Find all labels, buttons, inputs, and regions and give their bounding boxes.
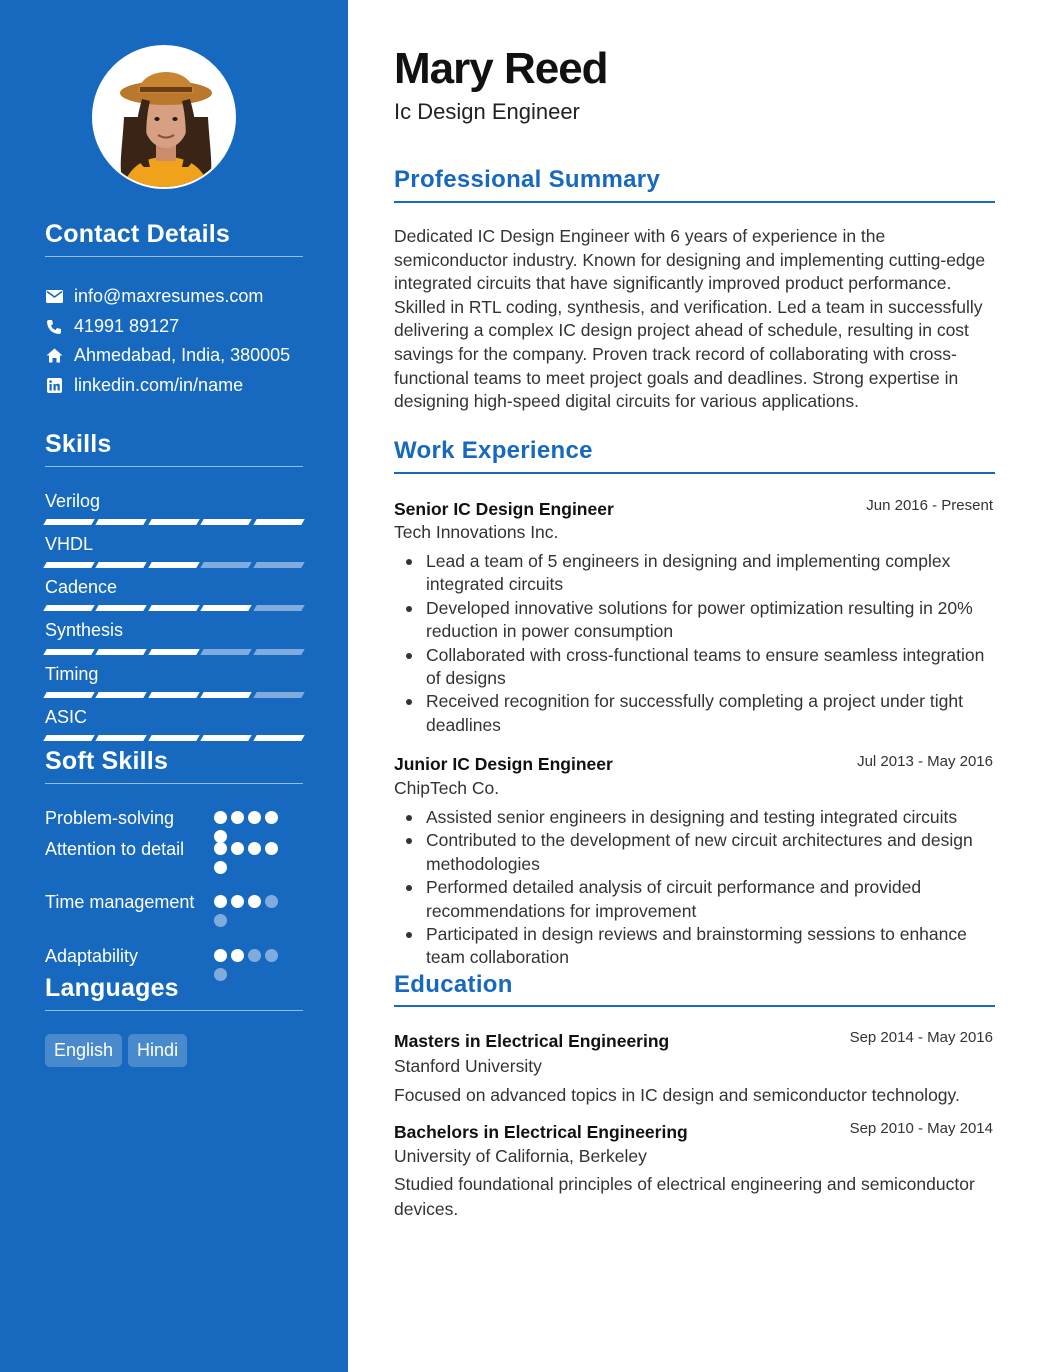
contact-email[interactable] [45, 286, 263, 307]
summary-heading: Professional Summary [394, 166, 661, 193]
skill-bar [45, 562, 303, 568]
job-bullet: Collaborated with cross-functional teams to ensure seamless integration of designs [426, 644, 996, 691]
skill-name: Synthesis [45, 620, 124, 640]
experience-divider [394, 472, 995, 474]
edu-school: Stanford University [394, 1056, 542, 1076]
job-bullets [426, 806, 996, 970]
skill-level-segment [253, 735, 305, 741]
edu-description: Studied foundational principles of electrical engineering and semiconductor devices. [394, 1174, 975, 1219]
soft-skill-dot [265, 949, 278, 962]
skill-level-segment [200, 605, 252, 611]
skills-heading: Skills [45, 430, 112, 458]
skill-level-segment [253, 649, 305, 655]
skill-level-segment [200, 735, 252, 741]
job-role: Senior IC Design Engineer [394, 499, 614, 519]
job-bullets [426, 550, 996, 737]
contact-phone[interactable] [45, 316, 179, 337]
soft-skill-name: Attention to detail [45, 839, 185, 859]
skill-bar [45, 735, 303, 741]
skill-level-segment [96, 692, 148, 698]
language-tags [45, 1034, 187, 1067]
skill-level-segment [253, 562, 305, 568]
job-bullet: Lead a team of 5 engineers in designing and implementing complex integrated circuits [426, 550, 996, 597]
soft-skill-dot [248, 895, 261, 908]
skill-level-segment [253, 519, 305, 525]
job-dates: Jun 2016 - Present [866, 497, 993, 514]
skill-level-segment [148, 649, 200, 655]
education-heading: Education [394, 971, 513, 998]
soft-skill-dot [214, 842, 227, 855]
education-divider [394, 1005, 995, 1007]
soft-skill-dot [248, 811, 261, 824]
edu-school: University of California, Berkeley [394, 1146, 647, 1166]
soft-skill-dot [265, 895, 278, 908]
job-bullet: Assisted senior engineers in designing and testing integrated circuits [426, 806, 996, 829]
soft-skill-dot [214, 895, 227, 908]
soft-skill-dots [214, 949, 292, 981]
skill-bar [45, 519, 303, 525]
soft-skill-name: Adaptability [45, 946, 139, 966]
skill-level-segment [253, 692, 305, 698]
contact-email-text: info@maxresumes.com [74, 286, 264, 306]
avatar [92, 45, 236, 189]
skill-level-segment [43, 605, 95, 611]
language-tag: English [45, 1034, 122, 1067]
experience-heading: Work Experience [394, 437, 593, 464]
job-bullet: Developed innovative solutions for power optimization resulting in 20% reduction in power consumption [426, 597, 996, 644]
skill-name: ASIC [45, 707, 88, 727]
contact-address-text: Ahmedabad, India, 380005 [74, 345, 291, 365]
soft-skill-dot [248, 842, 261, 855]
envelope-icon [45, 288, 63, 306]
soft-skill-dot [214, 914, 227, 927]
skill-name: Cadence [45, 577, 118, 597]
languages-heading: Languages [45, 974, 179, 1002]
soft-skill-dot [231, 811, 244, 824]
skill-level-segment [148, 605, 200, 611]
language-tag: Hindi [128, 1034, 187, 1067]
soft-skill-dot [231, 895, 244, 908]
job-dates: Jul 2013 - May 2016 [857, 753, 993, 770]
skill-bar [45, 605, 303, 611]
skill-level-segment [148, 735, 200, 741]
job-bullet: Received recognition for successfully completing a project under tight deadlines [426, 690, 996, 737]
skill-level-segment [200, 562, 252, 568]
soft-skill-dot [214, 949, 227, 962]
skill-level-segment [43, 649, 95, 655]
soft-skill-dots [214, 842, 292, 874]
phone-icon [45, 318, 63, 336]
skill-name: Verilog [45, 491, 101, 511]
person-name: Mary Reed [394, 44, 608, 93]
job-bullet: Participated in design reviews and brainstorming sessions to enhance team collaboration [426, 923, 996, 970]
skill-level-segment [96, 649, 148, 655]
edu-dates: Sep 2010 - May 2014 [849, 1120, 993, 1137]
skill-level-segment [96, 735, 148, 741]
soft-skill-dot [214, 811, 227, 824]
skill-level-segment [200, 519, 252, 525]
home-icon [45, 347, 63, 365]
job-bullet: Performed detailed analysis of circuit performance and provided recommendations for improvement [426, 876, 996, 923]
contact-heading: Contact Details [45, 220, 230, 248]
soft-skills-heading: Soft Skills [45, 747, 169, 775]
summary-text: Dedicated IC Design Engineer with 6 years of experience in the semiconductor industry. Known for designing and implementing cutting-edge integrated circuits that have significantly improved product performance. Skilled in RTL coding, synthesis, and verification. Led a team in successfully delivering a complex IC design project ahead of schedule, resulting in cost savings for the company. Proven track record of collaborating with cross-functional teams to meet project goals and deadlines. Strong expertise in designing high-speed digital circuits for various applications. [394, 226, 986, 412]
skill-level-segment [43, 692, 95, 698]
skill-level-segment [200, 692, 252, 698]
edu-description: Focused on advanced topics in IC design and semiconductor technology. [394, 1085, 960, 1105]
skill-bar [45, 649, 303, 655]
skill-level-segment [96, 605, 148, 611]
contact-phone-text: 41991 89127 [74, 316, 180, 336]
job-role: Junior IC Design Engineer [394, 754, 613, 774]
soft-skill-dot [265, 811, 278, 824]
linkedin-icon [45, 377, 63, 395]
skill-name: Timing [45, 664, 99, 684]
soft-skill-dots [214, 895, 292, 927]
skill-level-segment [43, 562, 95, 568]
contact-linkedin-text: linkedin.com/in/name [74, 375, 244, 395]
edu-degree: Bachelors in Electrical Engineering [394, 1122, 688, 1142]
contact-divider [45, 256, 303, 257]
skill-level-segment [148, 519, 200, 525]
skill-level-segment [43, 519, 95, 525]
edu-dates: Sep 2014 - May 2016 [849, 1029, 993, 1046]
languages-divider [45, 1010, 303, 1011]
soft-skill-name: Time management [45, 892, 195, 912]
sidebar [0, 0, 348, 1372]
person-title: Ic Design Engineer [394, 99, 580, 124]
skill-bar [45, 692, 303, 698]
soft-skill-dot [214, 861, 227, 874]
skill-level-segment [253, 605, 305, 611]
job-company: Tech Innovations Inc. [394, 522, 559, 542]
soft-skill-dots [214, 811, 292, 843]
soft-skill-dot [265, 842, 278, 855]
skill-level-segment [96, 562, 148, 568]
soft-skill-dot [214, 968, 227, 981]
contact-linkedin[interactable] [45, 375, 243, 396]
skills-divider [45, 466, 303, 467]
soft-skill-dot [248, 949, 261, 962]
job-company: ChipTech Co. [394, 778, 500, 798]
contact-address [45, 345, 290, 366]
skill-level-segment [148, 562, 200, 568]
skill-name: VHDL [45, 534, 94, 554]
skill-level-segment [96, 519, 148, 525]
soft-skill-dot [231, 949, 244, 962]
soft-skill-dot [231, 842, 244, 855]
soft-skills-divider [45, 783, 303, 784]
skill-level-segment [200, 649, 252, 655]
job-bullet: Contributed to the development of new circuit architectures and design methodologies [426, 829, 996, 876]
summary-divider [394, 201, 995, 203]
edu-degree: Masters in Electrical Engineering [394, 1031, 670, 1051]
skill-level-segment [43, 735, 95, 741]
skill-level-segment [148, 692, 200, 698]
soft-skill-name: Problem-solving [45, 808, 175, 828]
